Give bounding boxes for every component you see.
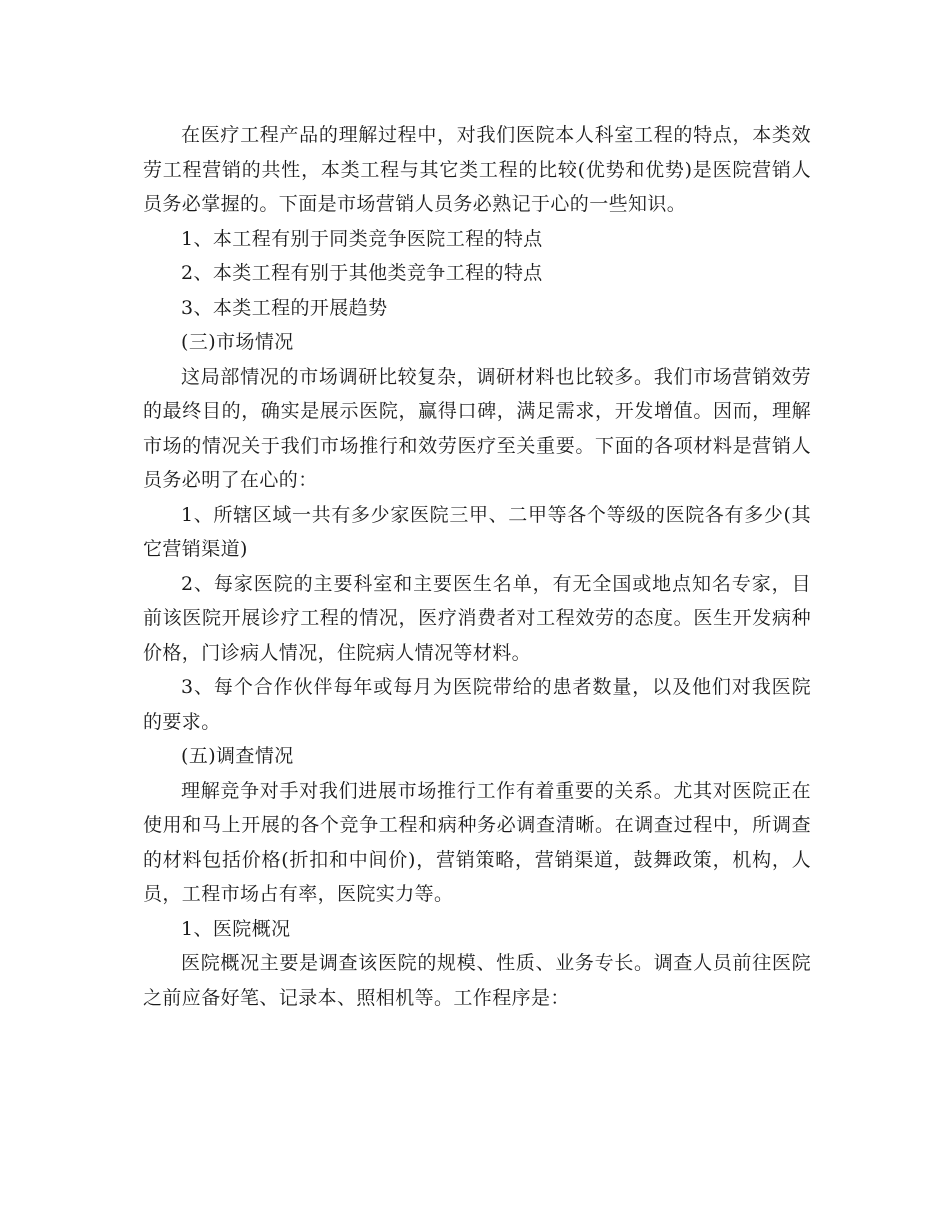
list-item-market-1: 1、所辖区域一共有多少家医院三甲、二甲等各个等级的医院各有多少(其它营销渠道)	[143, 503, 811, 560]
list-item-market-2: 2、每家医院的主要科室和主要医生名单，有无全国或地点知名专家，目前该医院开展诊疗工程的情况，医疗消费者对工程效劳的态度。医生开发病种价格，门诊病人情况，住院病人情况等材料。	[143, 572, 811, 664]
document-body	[143, 118, 811, 1015]
paragraph-hospital-overview: 医院概况主要是调查该医院的规模、性质、业务专长。调查人员前往医院之前应备好笔、记录本、照相机等。工作程序是：	[143, 952, 811, 1009]
paragraph-survey: 理解竞争对手对我们进展市场推行工作有着重要的关系。尤其对医院正在使用和马上开展的各个竞争工程和病种务必调查清晰。在调查过程中，所调查的材料包括价格(折扣和中间价)，营销策略，营销渠道，鼓舞政策，机构，人员，工程市场占有率，医院实力等。	[143, 779, 811, 905]
list-item-feature-3: 3、本类工程的开展趋势	[181, 296, 388, 319]
list-item-market-3: 3、每个合作伙伴每年或每月为医院带给的患者数量，以及他们对我医院的要求。	[143, 676, 811, 733]
section-heading-survey: (五)调查情况	[181, 745, 294, 767]
list-item-hospital-overview: 1、医院概况	[181, 917, 291, 940]
section-heading-market: (三)市场情况	[181, 331, 294, 353]
list-item-feature-1: 1、本工程有别于同类竞争医院工程的特点	[181, 227, 543, 250]
paragraph-market: 这局部情况的市场调研比较复杂，调研材料也比较多。我们市场营销效劳的最终目的，确实是展示医院，赢得口碑，满足需求，开发增值。因而，理解市场的情况关于我们市场推行和效劳医疗至关重要。下面的各项材料是营销人员务必明了在心的：	[143, 365, 811, 491]
list-item-feature-2: 2、本类工程有别于其他类竞争工程的特点	[181, 262, 543, 284]
paragraph-intro: 在医疗工程产品的理解过程中，对我们医院本人科室工程的特点，本类效劳工程营销的共性，本类工程与其它类工程的比较(优势和优势)是医院营销人员务必掌握的。下面是市场营销人员务必熟记于心的一些知识。	[143, 124, 811, 215]
